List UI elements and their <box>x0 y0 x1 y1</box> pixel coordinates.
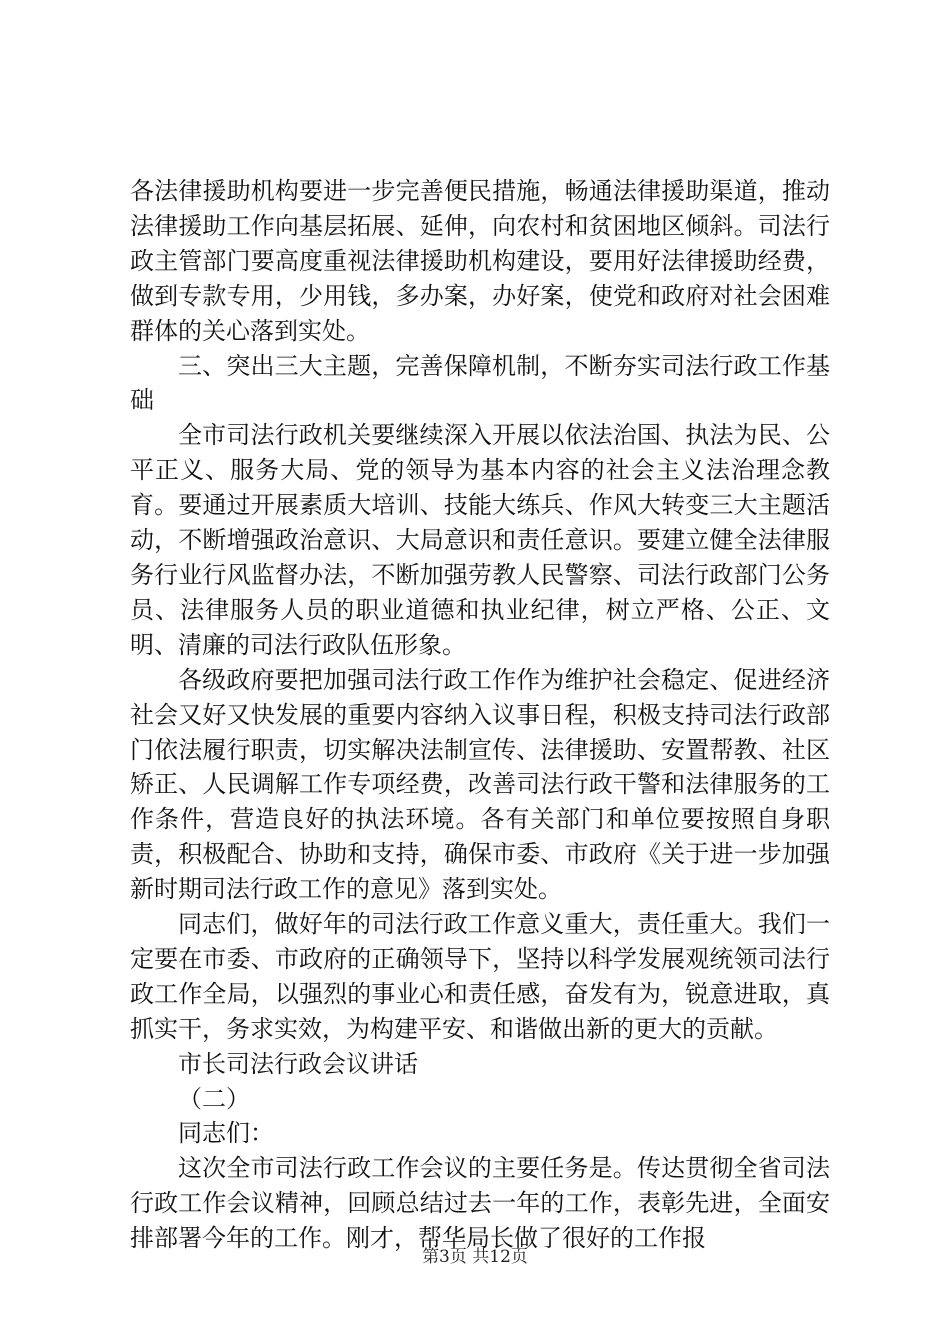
paragraph-meeting-tasks: 这次全市司法行政工作会议的主要任务是。传达贯彻全省司法行政工作会议精神，回顾总结过去一年的工作，表彰先进，全面安排部署今年的工作。刚才，帮华局长做了很好的工作报 <box>130 1154 830 1253</box>
paragraph-closing: 同志们，做好年的司法行政工作意义重大，责任重大。我们一定要在市委、市政府的正确领导下，坚持以科学发展观统领司法行政工作全局，以强烈的事业心和责任感，奋发有为，锐意进取，真抓实干，务求实效，为构建平安、和谐做出新的更大的贡献。 <box>130 910 830 1043</box>
paragraph-government-support: 各级政府要把加强司法行政工作作为维护社会稳定、促进经济社会又好又快发展的重要内容纳入议事日程，积极支持司法行政部门依法履行职责，切实解决法制宣传、法律援助、安置帮教、社区矫正、人民调解工作专项经费，改善司法行政干警和法律服务的工作条件，营造良好的执法环境。各有关部门和单位要按照自身职责，积极配合、协助和支持，确保市委、市政府《关于进一步加强新时期司法行政工作的意见》落到实处。 <box>130 665 830 904</box>
page-footer: 第3页 共12页 <box>422 1247 528 1267</box>
section-heading-three: 三、突出三大主题，完善保障机制，不断夯实司法行政工作基础 <box>130 351 830 415</box>
speech-salutation: 同志们： <box>178 1119 274 1148</box>
speech-title: 市长司法行政会议讲话 <box>178 1049 418 1078</box>
speech-part-number: （二） <box>178 1084 250 1113</box>
paragraph-legal-aid: 各法律援助机构要进一步完善便民措施，畅通法律援助渠道，推动法律援助工作向基层拓展、延伸，向农村和贫困地区倾斜。司法行政主管部门要高度重视法律援助机构建设，要用好法律援助经费，做到专款专用，少用钱，多办案，办好案，使党和政府对社会困难群体的关心落到实处。 <box>130 177 830 345</box>
document-body <box>130 174 830 1256</box>
paragraph-rule-of-law-education: 全市司法行政机关要继续深入开展以依法治国、执法为民、公平正义、服务大局、党的领导为基本内容的社会主义法治理念教育。要通过开展素质大培训、技能大练兵、作风大转变三大主题活动，不断增强政治意识、大局意识和责任意识。要建立健全法律服务行业行风监督办法，不断加强劳教人民警察、司法行政部门公务员、法律服务人员的职业道德和执业纪律，树立严格、公正、文明、清廉的司法行政队伍形象。 <box>130 421 830 659</box>
